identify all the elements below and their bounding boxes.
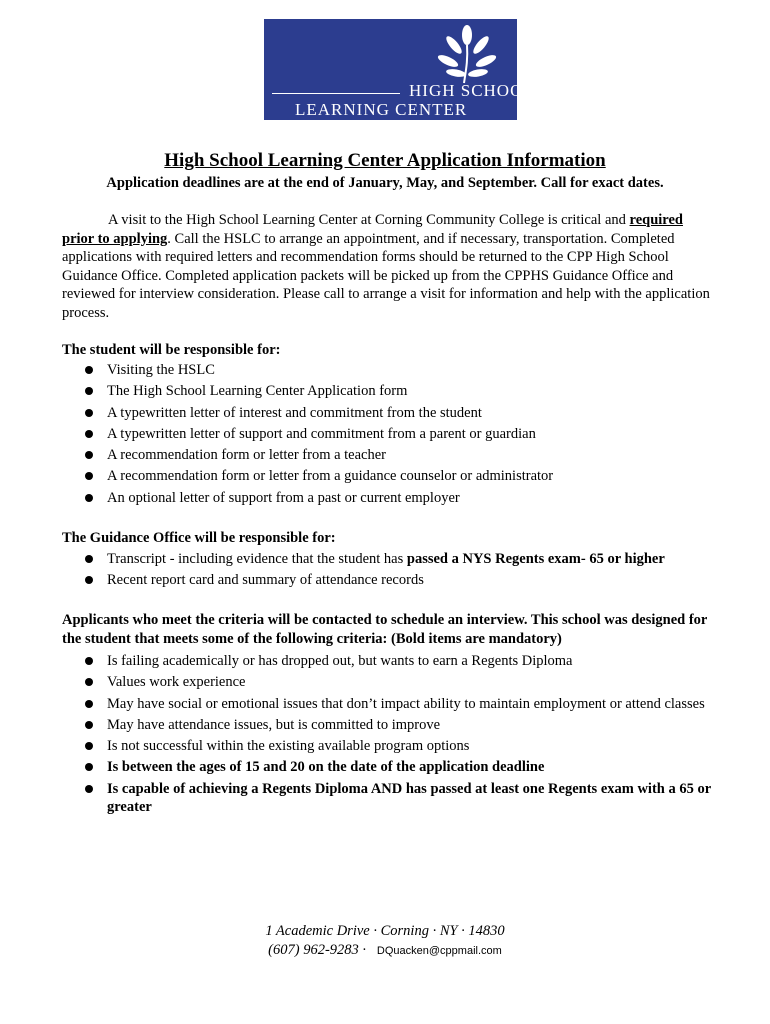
list-item-text: Recent report card and summary of attendance records [107, 572, 424, 589]
list-item-text: Visiting the HSLC [107, 362, 215, 378]
logo-rule [272, 93, 400, 94]
list-item [62, 780, 722, 817]
bullet-icon [85, 387, 93, 395]
list-item-text: Is not successful within the existing available program options [107, 738, 470, 755]
bullet-icon [85, 576, 93, 584]
bullet-icon [85, 700, 93, 708]
list-item-text: A typewritten letter of support and commitment from a parent or guardian [107, 425, 536, 442]
bullet-icon [85, 494, 93, 502]
guidance-list [62, 550, 722, 593]
intro-paragraph [62, 211, 716, 323]
list-item [62, 361, 722, 380]
list-item [62, 716, 722, 735]
guidance-heading: The Guidance Office will be responsible for: [62, 530, 336, 546]
bullet-icon [85, 763, 93, 771]
bullet-icon [85, 742, 93, 750]
footer-contact [0, 941, 770, 961]
list-item-text: An optional letter of support from a past or current employer [107, 489, 460, 506]
criteria-heading: Applicants who meet the criteria will be contacted to schedule an interview. This school was designed for the student that meets some of the following criteria: (Bold items are mandatory) [62, 612, 708, 647]
student-heading: The student will be responsible for: [62, 342, 281, 358]
criteria-list [62, 652, 722, 820]
list-item [62, 404, 722, 423]
list-item [62, 695, 722, 714]
bullet-icon [85, 678, 93, 686]
bullet-icon [85, 366, 93, 374]
list-item [62, 673, 722, 692]
bullet-icon [85, 409, 93, 417]
list-item-text: Is capable of achieving a Regents Diploma AND has passed at least one Regents exam with a 65 or greater [107, 780, 711, 816]
intro-text-end: . Call the HSLC to arrange an appointment, and if necessary, transportation. Completed applications with required letters and recommendation forms should be returned to the CPP High School Guidance Office. Completed application packets will be picked up from the CPPHS Guidance Office and reviewed for interview consideration. Please call to arrange a visit for information and help with the application process. [62, 230, 710, 321]
list-item [62, 737, 722, 756]
footer-email: DQuacken@cppmail.com [376, 945, 502, 957]
list-item [62, 758, 722, 777]
list-item-text: A recommendation form or letter from a teacher [107, 447, 387, 464]
list-item [62, 550, 722, 569]
list-item [62, 467, 722, 486]
logo-line1: HIGH SCHOOL [409, 81, 535, 100]
student-list [62, 361, 722, 510]
list-item-text: A typewritten letter of interest and commitment from the student [107, 404, 482, 421]
footer-address: 1 Academic Drive · Corning · NY · 14830 [265, 923, 505, 939]
page-title: High School Learning Center Application Information [164, 150, 606, 171]
list-item-text: Transcript - including evidence that the student has [107, 551, 407, 567]
bullet-icon [85, 430, 93, 438]
intro-emphasis: required prior to applying [62, 212, 683, 247]
list-item [62, 571, 722, 590]
list-item-text: Is between the ages of 15 and 20 on the date of the application deadline [107, 759, 545, 776]
list-item [62, 652, 722, 671]
list-item-text: May have social or emotional issues that don’t impact ability to maintain employment or attend classes [107, 695, 705, 712]
list-item-text: May have attendance issues, but is committed to improve [107, 716, 441, 733]
list-item [62, 382, 722, 401]
list-item-text: Values work experience [107, 674, 246, 691]
list-item-text: Is failing academically or has dropped out, but wants to earn a Regents Diploma [107, 653, 573, 669]
list-item-emphasis: passed a NYS Regents exam- 65 or higher [406, 551, 665, 567]
bullet-icon [85, 451, 93, 459]
logo-line2: LEARNING CENTER [295, 100, 468, 119]
leaf-sprig-icon [434, 25, 504, 85]
list-item [62, 446, 722, 465]
deadline-note: Application deadlines are at the end of January, May, and September. Call for exact dates. [106, 175, 664, 191]
footer [0, 922, 770, 961]
logo [264, 19, 535, 120]
intro-text-start: A visit to the High School Learning Center at Corning Community College is critical and [108, 212, 630, 228]
list-item-text: The High School Learning Center Application form [107, 383, 408, 400]
footer-phone: (607) 962-9283 · [268, 942, 367, 958]
bullet-icon [85, 785, 93, 793]
list-item-text: A recommendation form or letter from a guidance counselor or administrator [107, 468, 554, 485]
bullet-icon [85, 472, 93, 480]
bullet-icon [85, 555, 93, 563]
bullet-icon [85, 721, 93, 729]
list-item [62, 425, 722, 444]
list-item [62, 489, 722, 508]
bullet-icon [85, 657, 93, 665]
